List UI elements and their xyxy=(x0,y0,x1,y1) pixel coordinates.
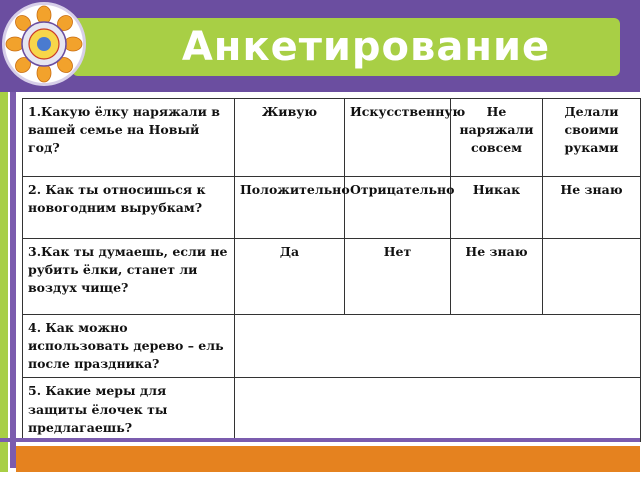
question-cell: 1.Какую ёлку наряжали в вашей семье на Новый год? xyxy=(23,99,235,177)
bottom-purple-bar xyxy=(0,438,640,442)
answer-cell: Искусственную xyxy=(345,99,451,177)
answer-cell: Не наряжали совсем xyxy=(451,99,543,177)
table-row xyxy=(23,177,641,239)
title-banner xyxy=(72,18,620,76)
answer-cell: Живую xyxy=(235,99,345,177)
survey-table xyxy=(22,98,641,442)
left-purple-bar xyxy=(10,92,16,468)
answer-cell xyxy=(235,378,641,441)
table-row xyxy=(23,378,641,441)
answer-cell: Делали своими руками xyxy=(543,99,641,177)
answer-cell: Отрицательно xyxy=(345,177,451,239)
table-row xyxy=(23,315,641,378)
question-cell: 5. Какие меры для защиты ёлочек ты предлагаешь? xyxy=(23,378,235,441)
page-title: Анкетирование xyxy=(181,24,551,70)
answer-cell: Нет xyxy=(345,239,451,315)
answer-cell: Положительно xyxy=(235,177,345,239)
question-cell: 2. Как ты относишься к новогодним вырубкам? xyxy=(23,177,235,239)
answer-cell xyxy=(543,239,641,315)
answer-cell: Да xyxy=(235,239,345,315)
bottom-green-square xyxy=(0,446,8,472)
left-green-bar xyxy=(0,92,8,468)
answer-cell xyxy=(235,315,641,378)
emblem-logo-icon xyxy=(2,2,86,86)
answer-cell: Никак xyxy=(451,177,543,239)
question-cell: 4. Как можно использовать дерево – ель после праздника? xyxy=(23,315,235,378)
table-row xyxy=(23,99,641,177)
answer-cell: Не знаю xyxy=(543,177,641,239)
table-row xyxy=(23,239,641,315)
bottom-orange-bar xyxy=(16,446,640,472)
question-cell: 3.Как ты думаешь, если не рубить ёлки, станет ли воздух чище? xyxy=(23,239,235,315)
answer-cell: Не знаю xyxy=(451,239,543,315)
